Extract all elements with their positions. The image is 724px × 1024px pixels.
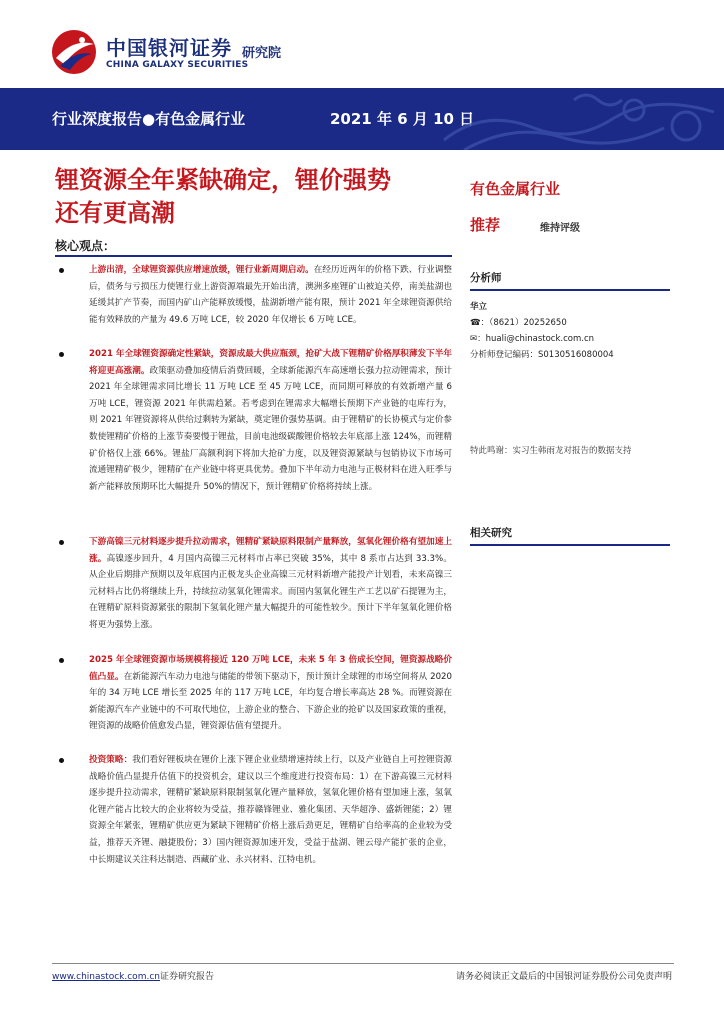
galaxy-logo-icon <box>50 28 98 76</box>
sector-label: 有色金属行业 <box>470 180 561 198</box>
rating-note: 维持评级 <box>540 223 580 234</box>
related-heading: 相关研究 <box>470 527 512 539</box>
core-points <box>55 262 452 902</box>
bullet-lead: 2025 年全球锂资源市场规模将接近 120 万吨 LCE，未来 5 年 3 倍成长空间，锂资源战略价值凸显。 <box>89 655 452 682</box>
footer-left <box>52 969 214 982</box>
bullet-body: 政策驱动叠加疫情后消费回暖，全球新能源汽车高速增长强力拉动锂需求，预计 2021 年全球锂需求同比增长 11 万吨 LCE 至 45 万吨 LCE，而同期可释放的有效新增产量 6 万吨 LCE，锂资源 2021 年供需趋紧。若考虑到在锂需求大幅增长预期下产业链的屯库行为，则 2021 年锂资源将从供给过剩转为紧缺，奠定锂价强势基调。由于锂精矿的长协模式与定价参数使锂精矿价格的上涨节奏要慢于锂盐，目前电池级碳酸锂价格较去年底部上涨 124%，而锂精矿价格仅上涨 66%。锂盐厂高额利润下将加大抢矿力度，以及锂资源紧缺与包销协议下市场可流通锂精矿极少，锂精矿在产业链中将更具优势。叠加下半年动力电池与正极材料在进入旺季与新产能释放预期环比大幅提升 50%的情况下，预计锂精矿价格将持续上涨。 <box>89 365 452 492</box>
footer-disclaimer: 请务必阅读正文最后的中国银河证券股份公司免责声明 <box>455 972 672 982</box>
bullet-dot-icon <box>59 658 64 663</box>
list-item <box>55 534 452 652</box>
bullet-body: 在经历近两年的价格下跌、行业调整后，债务与亏损压力使锂行业上游资源端最先开始出清，澳洲多座锂矿山被迫关停，南美盐湖也延缓其扩产节奏，而国内矿山产能释放缓慢，盐湖新增产能有限，预计 2021 年全球锂资源供给能有效释放的产量为 49.6 万吨 LCE，较 2020 年仅增长 6 万吨 LCE。 <box>89 265 452 325</box>
title-line-1: 锂资源全年紧缺确定，锂价强势 <box>55 166 391 194</box>
report-title <box>55 164 435 230</box>
bullet-body: 在新能源汽车动力电池与储能的带领下驱动下，预计预计全球锂的市场空间将从 2020 年的 34 万吨 LCE 增长至 2025 年的 117 万吨 LCE，年均复合增长率高达 28 %。而锂资源在新能源汽车产业链中的不可取代地位，上游企业的整合、下游企业的抢矿以及国家政策的重视，锂资源的战略价值愈发凸显，锂资源估值有望提升。 <box>89 671 452 732</box>
footer-url-link[interactable]: www.chinastock.com.cn <box>52 972 160 982</box>
bullet-lead: 上游出清，全球锂资源供应增速放缓，锂行业新周期启动。 <box>89 265 314 275</box>
bullet-lead: 2021 年全球锂资源确定性紧缺，资源成最大供应瓶颈，抢矿大战下锂精矿价格厚积薄发下半年将迎更高涨潮。 <box>89 349 452 376</box>
list-item <box>55 262 452 346</box>
footer-divider <box>52 963 674 964</box>
related-divider <box>470 544 670 546</box>
brand-name-en: CHINA GALAXY SECURITIES <box>106 60 249 70</box>
analyst-panel <box>470 270 670 363</box>
core-heading: 核心观点： <box>55 239 116 253</box>
analyst-name: 华立 <box>470 301 488 312</box>
brand-name-cn: 中国银河证券 <box>106 36 232 60</box>
institute-label: 研究院 <box>242 46 282 61</box>
bullet-dot-icon <box>59 352 64 357</box>
cloud-pattern-icon <box>424 88 724 150</box>
bullet-body: 我们看好锂板块在锂价上涨下锂企业业绩增速持续上行，以及产业链自上可控锂资源战略价值凸显提升估值下的投资机会，建议以三个维度进行投资布局：1）在下游高镍三元材料逐步提升拉动需求，锂精矿紧缺原料限制氢氧化锂产量释放，氢氧化锂价格有望加速上涨，氢氧化锂产能占比较大的企业将较为受益，推荐赣锋锂业、雅化集团、天华超净、盛新锂能；2）锂资源全年紧张，锂精矿供应更为紧缺下锂精矿价格上涨后劲更足，锂精矿自给率高的企业较为受益，推荐天齐锂、融捷股份；3）国内锂资源加速开发，受益于盐湖、锂云母产能扩张的企业，中长期建议关注科达制造、西藏矿业、永兴材料、江特电机。 <box>89 755 452 865</box>
report-type: 行业深度报告●有色金属行业 <box>52 110 246 128</box>
analyst-email[interactable]: ✉：huali@chinastock.com.cn <box>470 333 595 344</box>
analyst-phone: ☎：（8621）20252650 <box>470 317 567 328</box>
rating-label: 推荐 <box>470 216 501 234</box>
company-logo <box>50 28 249 78</box>
title-line-2: 还有更高潮 <box>55 199 175 227</box>
list-item <box>55 652 452 752</box>
bullet-body: 高镍逐步回升，4 月国内高镍三元材料市占率已突破 35%，其中 8 系市占达到 33.3%。从企业后期排产预期以及年底国内正极龙头企业高镍三元材料新增产能投产计划看，未来高镍三元材料占比仍将继续上升，持续拉动氢氧化锂需求。而国内氢氧化锂生产工艺以矿石提锂为主，在锂精矿原料资源紧张的限制下氢氧化锂产量大幅提升的可能性较少。预计下半年氢氧化锂价格将更为强势上涨。 <box>89 553 452 630</box>
core-divider <box>55 255 452 257</box>
related-research <box>470 525 670 546</box>
bullet-dot-icon <box>59 540 64 545</box>
report-date: 2021 年 6 月 10 日 <box>330 110 475 128</box>
bullet-dot-icon <box>59 268 64 273</box>
footer-left-suffix: 证券研究报告 <box>159 972 214 982</box>
list-item <box>55 752 452 902</box>
bullet-lead: 下游高镍三元材料逐步提升拉动需求，锂精矿紧缺原料限制产量释放，氢氧化锂价格有望加速上涨。 <box>89 537 452 564</box>
analyst-cert: 分析师登记编码：S0130516080004 <box>470 349 614 360</box>
bullet-dot-icon <box>59 758 64 763</box>
list-item <box>55 346 452 534</box>
analyst-heading: 分析师 <box>470 272 502 284</box>
acknowledgement: 特此鸣谢：实习生韩雨龙对报告的数据支持 <box>470 446 632 456</box>
bullet-lead: 投资策略： <box>89 755 133 765</box>
header-banner <box>0 88 724 150</box>
